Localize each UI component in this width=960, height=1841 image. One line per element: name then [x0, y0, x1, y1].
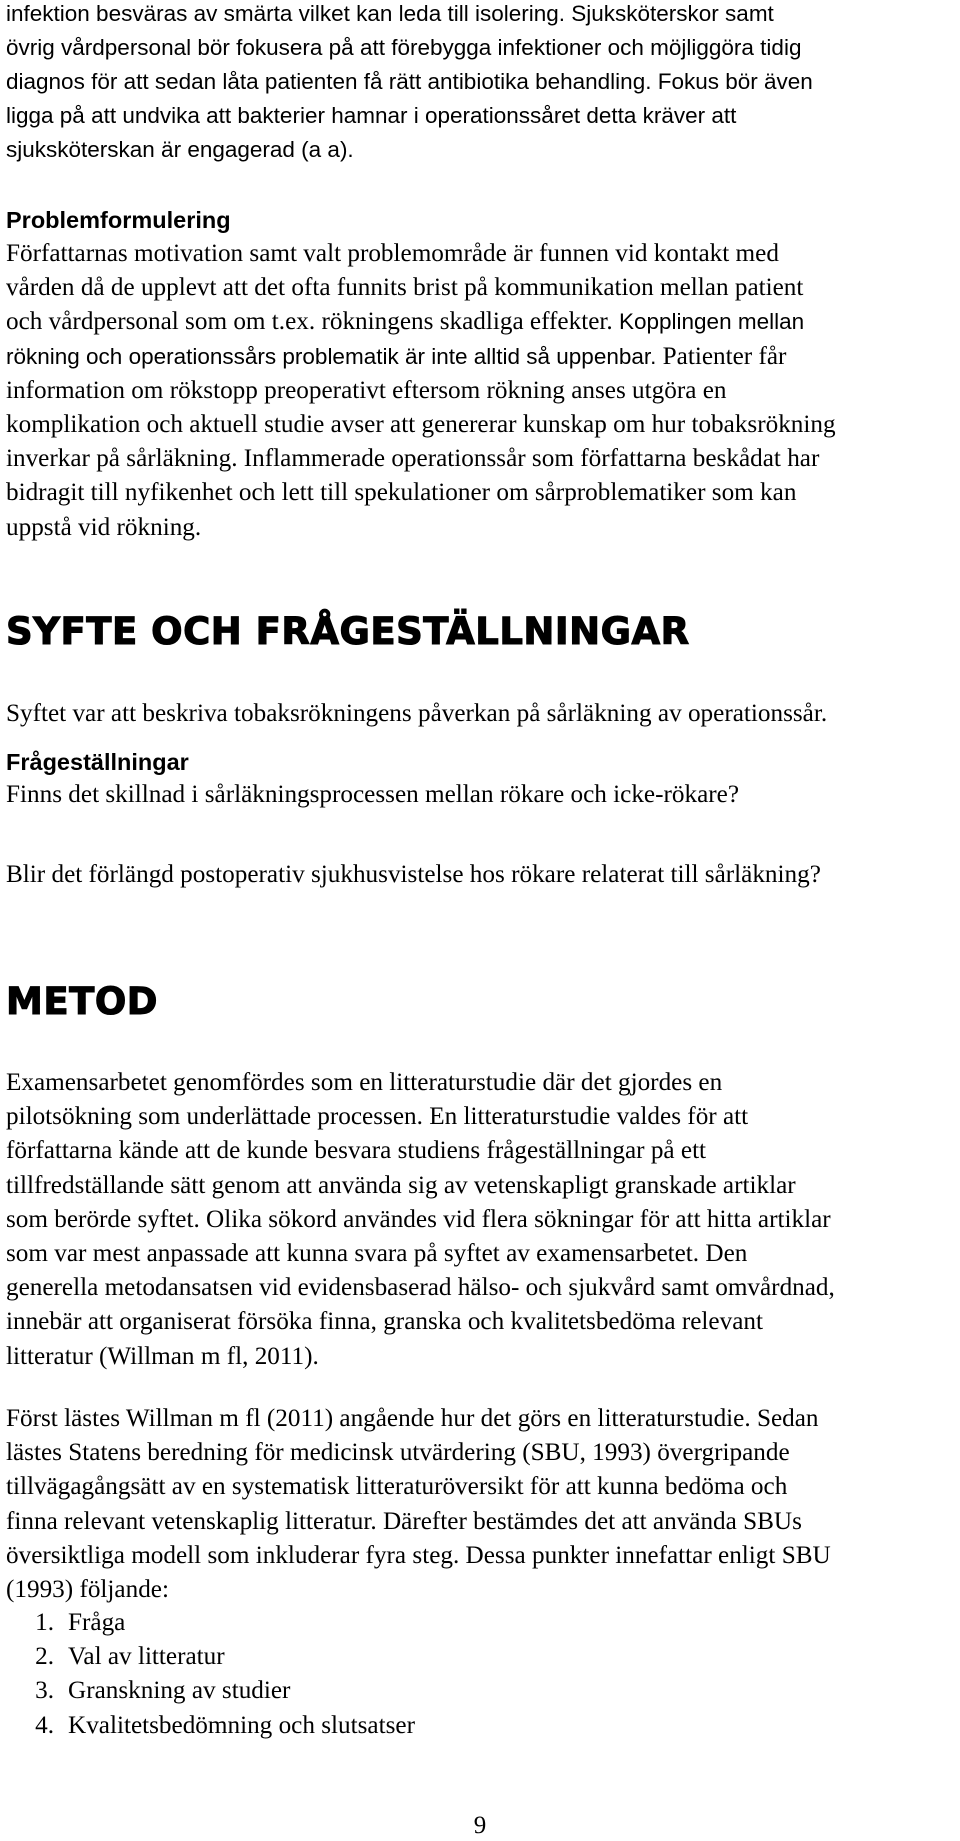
- problem-line: [6, 305, 956, 339]
- metod-line: (1993) följande:: [6, 1576, 169, 1604]
- metod-line: pilotsökning som underlättade processen. En litteraturstudie valdes för att: [6, 1103, 749, 1131]
- syfte-text: [6, 697, 956, 731]
- list-label: Fråga: [68, 1609, 126, 1636]
- metod-paragraph-1: [6, 1066, 956, 1374]
- metod-line: finna relevant vetenskaplig litteratur. Därefter bestämdes det att använda SBUs: [6, 1507, 802, 1535]
- problem-text: rökning och operationssårs problematik är inte alltid så uppenbar.: [6, 343, 663, 369]
- list-label: Kvalitetsbedömning och slutsatser: [68, 1711, 415, 1739]
- intro-line: övrig vårdpersonal bör fokusera på att förebygga infektioner och möjliggöra tidig: [6, 35, 802, 60]
- intro-line: sjuksköterskan är engagerad (a a).: [6, 137, 354, 162]
- metod-line: litteratur (Willman m fl, 2011).: [6, 1342, 319, 1370]
- list-number: 2.: [35, 1643, 54, 1671]
- steps-list: [18, 1606, 960, 1743]
- problem-text: komplikation och aktuell studie avser att genererar kunskap om hur tobaksrökning: [6, 411, 836, 439]
- metod-paragraph-2: [6, 1402, 956, 1607]
- problem-line: [6, 476, 956, 510]
- metod-line: tillvägagångsätt av en systematisk litteraturöversikt för att kunna bedöma och: [6, 1473, 788, 1501]
- problem-text: inverkar på sårläkning.: [6, 445, 244, 473]
- list-number: 3.: [35, 1677, 54, 1705]
- intro-line: infektion besväras av smärta vilket kan leda till isolering. Sjuksköterskor samt: [6, 1, 774, 26]
- metod-line: översiktliga modell som inkluderar fyra steg. Dessa punkter innefattar enligt SBU: [6, 1541, 831, 1569]
- problem-text: och vårdpersonal som om t.ex. rökningens skadliga effekter.: [6, 308, 619, 336]
- question-text: Finns det skillnad i sårläkningsprocessen mellan rökare och icke-rökare?: [6, 781, 739, 808]
- question-text: Blir det förlängd postoperativ sjukhusvistelse hos rökare relaterat till sårläkning?: [6, 861, 821, 888]
- problem-line: [6, 374, 956, 408]
- metod-line: författarna kände att de kunde besvara studiens frågeställningar på ett: [6, 1137, 707, 1165]
- list-item: [18, 1674, 960, 1708]
- problem-line: [6, 237, 956, 271]
- problem-line: [6, 511, 956, 545]
- problem-text: Författarnas motivation samt valt problemområde är funnen vid kontakt med: [6, 240, 779, 267]
- problem-text: bidragit till nyfikenhet och lett till spekulationer om sårproblematiker som kan: [6, 479, 797, 507]
- question-2: [6, 858, 956, 892]
- list-label: Val av litteratur: [68, 1643, 225, 1671]
- problem-text: uppstå vid rökning.: [6, 513, 202, 541]
- problem-text: vården då de upplevt att det ofta funnits brist på kommunikation mellan patient: [6, 274, 804, 302]
- metod-heading: METOD: [6, 980, 158, 1023]
- problem-text: Inflammerade operationssår som författarna beskådat har: [243, 445, 820, 473]
- metod-line: Först lästes Willman m fl (2011) angående hur det görs en litteraturstudie. Sedan: [6, 1405, 819, 1432]
- intro-line: ligga på att undvika att bakterier hamnar i operationssåret detta kräver att: [6, 103, 737, 128]
- metod-line: Examensarbetet genomfördes som en litteraturstudie där det gjordes en: [6, 1069, 723, 1096]
- list-number: 4.: [35, 1711, 54, 1739]
- fragestallningar-heading: Frågeställningar: [6, 749, 189, 775]
- intro-line: diagnos för att sedan låta patienten få rätt antibiotika behandling. Fokus bör även: [6, 69, 813, 94]
- list-number: 1.: [35, 1609, 54, 1636]
- syfte-heading: SYFTE OCH FRÅGESTÄLLNINGAR: [6, 610, 690, 653]
- problem-paragraph: [6, 237, 956, 545]
- metod-line: innebär att organiserat försöka finna, granska och kvalitetsbedöma relevant: [6, 1308, 763, 1336]
- problem-line: [6, 442, 956, 476]
- problem-text: information om rökstopp preoperativt eftersom rökning anses utgöra en: [6, 376, 727, 404]
- syfte-line: Syftet var att beskriva tobaksrökningens påverkan på sårläkning av operationssår.: [6, 700, 828, 727]
- metod-line: generella metodansatsen vid evidensbaserad hälso- och sjukvård samt omvårdnad,: [6, 1274, 835, 1302]
- problem-heading: Problemformulering: [6, 207, 231, 233]
- page-number: 9: [473, 1812, 487, 1839]
- question-1: [6, 778, 956, 812]
- metod-line: som berörde syftet. Olika sökord användes vid flera sökningar för att hitta artiklar: [6, 1205, 831, 1233]
- problem-line: [6, 340, 956, 374]
- problem-line: [6, 408, 956, 442]
- metod-line: tillfredställande sätt genom att använda sig av vetenskapligt granskade artiklar: [6, 1171, 796, 1199]
- list-item: [18, 1606, 960, 1640]
- problem-line: [6, 271, 956, 305]
- intro-paragraph: [6, 0, 956, 167]
- problem-text: Kopplingen mellan: [618, 309, 805, 335]
- metod-line: som var mest anpassade att kunna svara på syftet av examensarbetet. Den: [6, 1240, 748, 1268]
- list-item: [18, 1640, 960, 1674]
- list-label: Granskning av studier: [68, 1677, 291, 1705]
- metod-line: lästes Statens beredning för medicinsk utvärdering (SBU, 1993) övergripande: [6, 1439, 790, 1467]
- list-item: [18, 1709, 960, 1743]
- problem-text: Patienter får: [662, 342, 787, 370]
